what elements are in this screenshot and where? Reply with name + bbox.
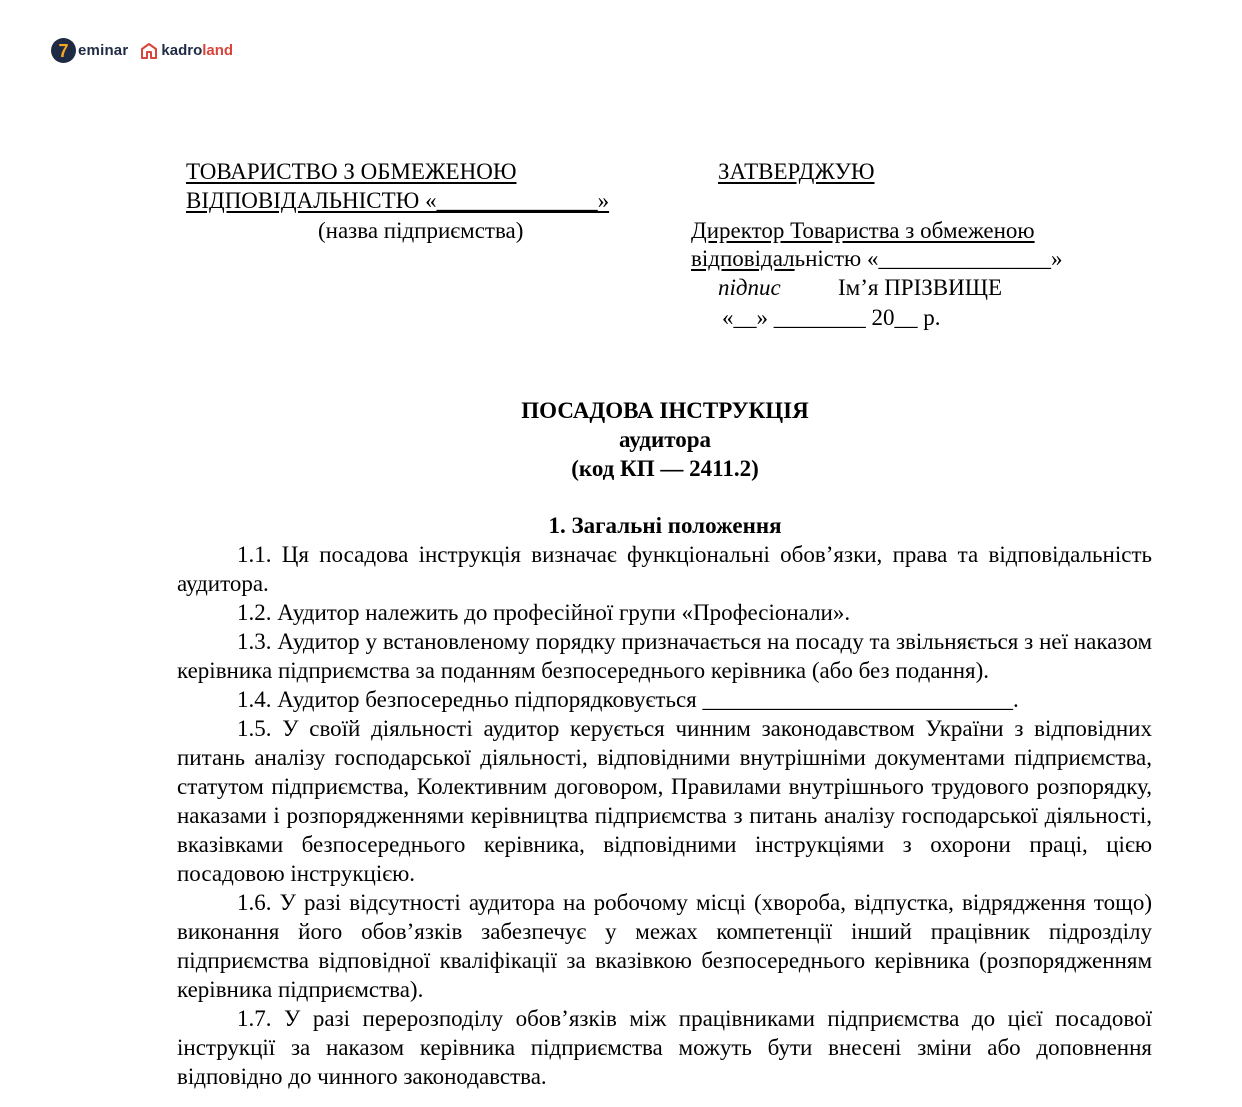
company-line-2: ВІДПОВІДАЛЬНІСТЮ «______________» <box>186 188 610 213</box>
section-1-body <box>177 540 1152 1091</box>
paragraph-1-5: 1.5. У своїй діяльності аудитор керується чинним законодавством України з відповідних питань аналізу господарської діяльності, відповідними внутрішніми документами підприємства, статутом підприємства, Колективним договором, Правилами внутрішнього трудового розпорядку, наказами і розпорядженнями керівництва підприємства з питань аналізу господарської діяльності, вказівками безпосереднього керівника, відповідними інструкціями з охорони праці, цією посадовою інструкцією. <box>177 716 1152 886</box>
director-line-2 <box>691 244 1063 273</box>
paragraph-1-1: 1.1. Ця посадова інструкція визначає функціональні обов’язки, права та відповідальність аудитора. <box>177 542 1152 596</box>
paragraph-1-2: 1.2. Аудитор належить до професійної групи «Професіонали». <box>237 600 851 625</box>
title-line-1: ПОСАДОВА ІНСТРУКЦІЯ <box>521 398 809 423</box>
company-line-1: ТОВАРИСТВО З ОБМЕЖЕНОЮ <box>186 159 517 184</box>
director-line-2-underlined: відповідал <box>691 246 795 271</box>
kadroland-suffix: land <box>202 42 234 59</box>
paragraph-1-4: 1.4. Аудитор безпосередньо підпорядковується ___________________________. <box>237 687 1019 712</box>
title-line-3: (код КП — 2411.2) <box>571 456 759 481</box>
kadroland-prefix: kadro <box>161 42 203 59</box>
document-title <box>0 396 1242 483</box>
kadroland-house-icon <box>140 42 158 60</box>
director-name: Ім’я ПРІЗВИЩЕ <box>838 275 1002 300</box>
kadroland-logo-text <box>161 42 233 59</box>
approve-heading: ЗАТВЕРДЖУЮ <box>718 159 875 184</box>
director-line-1: Директор Товариства з обмеженою <box>691 218 1035 243</box>
signature-label: підпис <box>718 275 781 300</box>
seminar-logo-digit: 7 <box>51 38 76 63</box>
logos <box>51 38 233 63</box>
seminar-logo <box>51 38 128 63</box>
director-line-2-rest: ьністю «_______________» <box>794 246 1063 271</box>
section-1-heading: 1. Загальні положення <box>548 513 782 538</box>
approval-date: «__» ________ 20__ р. <box>722 305 941 330</box>
paragraph-1-6: 1.6. У разі відсутності аудитора на робочому місці (хвороба, відпустка, відрядження тощо) виконання його обов’язків забезпечує у межах компетенції інший працівник підрозділу підприємства відповідної кваліфікації за вказівкою безпосереднього керівника (розпорядженням керівника підприємства). <box>177 890 1152 1002</box>
seminar-logo-text: eminar <box>78 42 129 59</box>
paragraph-1-7: 1.7. У разі перерозподілу обов’язків між працівниками підприємства до цієї посадової інструкції за наказом керівника підприємства можуть бути внесені зміни або доповнення відповідно до чинного законодавства. <box>177 1006 1152 1089</box>
company-name-note: (назва підприємства) <box>318 218 524 243</box>
kadroland-logo <box>140 42 233 60</box>
paragraph-1-3: 1.3. Аудитор у встановленому порядку призначається на посаду та звільняється з неї наказом керівника підприємства за поданням безпосереднього керівника (або без подання). <box>177 629 1152 683</box>
title-line-2: аудитора <box>618 427 712 452</box>
